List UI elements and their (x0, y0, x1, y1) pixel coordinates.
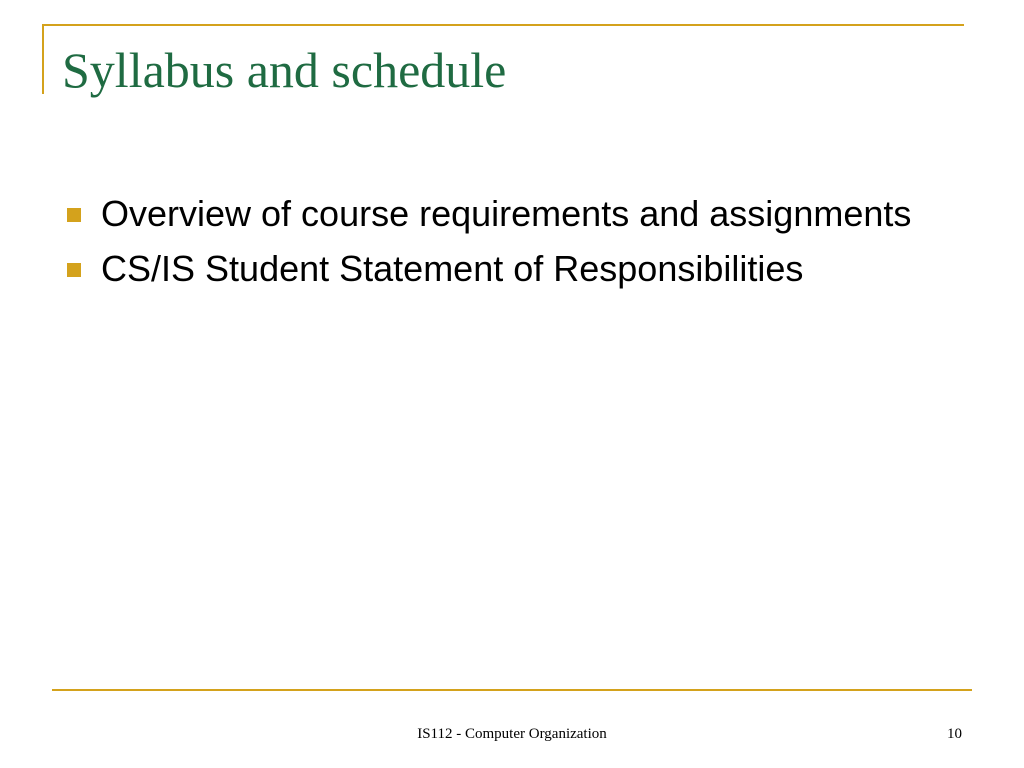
bullet-list (64, 188, 964, 298)
page-number: 10 (947, 726, 962, 742)
square-bullet-icon (67, 208, 81, 222)
top-rule (42, 24, 964, 26)
square-bullet-icon (67, 263, 81, 277)
bullet-item (64, 243, 964, 294)
slide-title: Syllabus and schedule (62, 42, 507, 98)
footer-course-title: IS112 - Computer Organization (417, 726, 607, 742)
bullet-text: CS/IS Student Statement of Responsibilities (101, 248, 804, 289)
footer-rule (52, 689, 972, 691)
left-rule (42, 24, 44, 94)
bullet-text: Overview of course requirements and assignments (101, 193, 912, 234)
bullet-item (64, 188, 964, 239)
